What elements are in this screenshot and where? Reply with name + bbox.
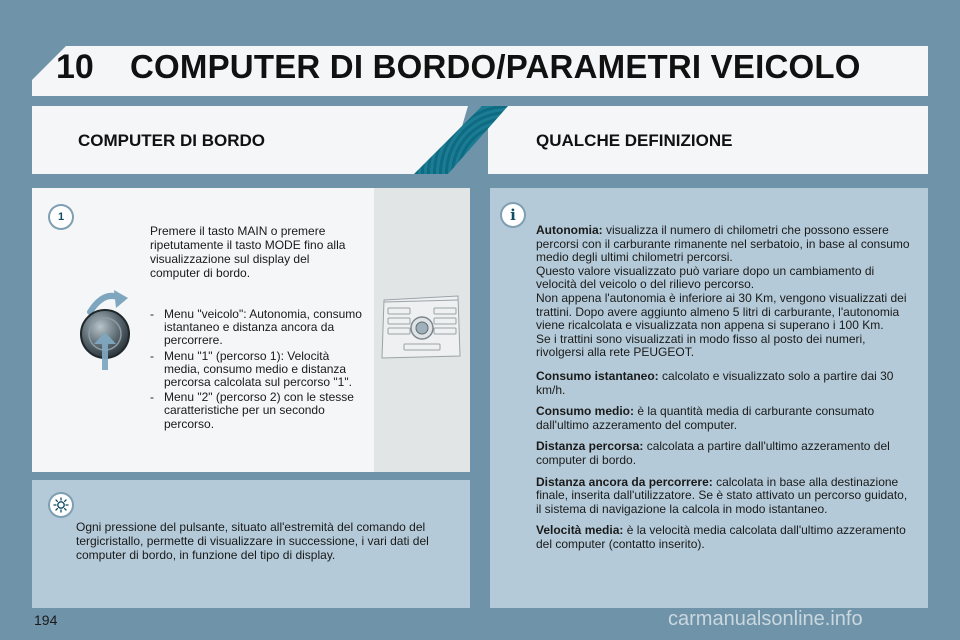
definition-consumo-istantaneo — [536, 370, 914, 397]
rotary-knob-icon — [70, 284, 140, 374]
chapter-number: 10 — [56, 48, 94, 86]
right-section-title: QUALCHE DEFINIZIONE — [536, 131, 733, 150]
radio-console-icon — [374, 188, 470, 472]
definition-text: calcolata in base alla destinazione finale, inserita dall'utilizzatore. Se è stato attivato un percorso guidato, il sistema di navigazione la calcola in modo istantaneo. — [536, 474, 908, 516]
definition-text: visualizza il numero di chilometri che possono essere percorsi con il carburante rimanente nel serbatoio, in base al consumo medio degli ultimi chilometri percorsi. Questo valore visualizzato può variare dopo un cambiamento di velocità del veicolo o del rilievo percorso. Non appena l'autonomia è inferiore ai 30 Km, vengono visualizzati dei trattini. Dopo avere aggiunto almeno 5 litri di carburante, l'autonomia viene ricalcolata e visualizzata non appena si superano i 100 Km. Se i trattini sono visualizzati in modo fisso al posto dei numeri, rivolgersi alla rete PEUGEOT. — [536, 223, 910, 360]
definition-distanza-ancora — [536, 476, 914, 517]
list-item: - Menu "veicolo": Autonomia, consumo istantaneo e distanza ancora da percorrere. — [150, 307, 362, 348]
definition-text: è la quantità media di carburante consumato dall'ultimo azzeramento del computer. — [536, 404, 875, 432]
menu-list — [150, 308, 362, 431]
definition-consumo-medio — [536, 405, 914, 432]
definition-distanza-percorsa — [536, 440, 914, 467]
list-item: - Menu "2" (percorso 2) con le stesse caratteristiche per un secondo percorso. — [150, 391, 362, 431]
definition-text: calcolato e visualizzato solo a partire dai 30 km/h. — [536, 368, 894, 397]
step-number: 1 — [57, 211, 65, 223]
list-item: - Menu "1" (percorso 1): Velocità media, consumo medio e distanza percorsa calcolata sul percorso "1". — [150, 350, 362, 390]
tip-text: Ogni pressione del pulsante, situato all'estremità del comando del tergicristallo, permette di visualizzare in successione, i vari dati del computer di bordo, in funzione del tipo di display. — [76, 520, 429, 562]
definition-velocita-media — [536, 524, 914, 551]
numbered-step-icon — [50, 206, 72, 228]
definitions-list — [536, 224, 914, 559]
console-illustration-area — [374, 188, 470, 472]
menu-percorso1-text: Menu "1" (percorso 1): Velocità media, consumo medio e distanza percorsa calcolata sul percorso "1". — [164, 348, 352, 390]
menu-veicolo-text: Menu "veicolo": Autonomia, consumo istantaneo e distanza ancora da percorrere. — [164, 307, 362, 348]
info-icon — [502, 204, 524, 226]
menu-percorso2-text: Menu "2" (percorso 2) con le stesse caratteristiche per un secondo percorso. — [164, 390, 354, 431]
definition-term: Velocità media: — [536, 523, 624, 538]
sun-tip-icon — [50, 494, 72, 516]
definition-term: Consumo medio: — [536, 404, 634, 419]
definition-term: Distanza ancora da percorrere: — [536, 474, 713, 489]
definition-text: calcolata a partire dall'ultimo azzeramento del computer di bordo. — [536, 439, 890, 467]
left-section-title: COMPUTER DI BORDO — [78, 131, 265, 150]
watermark: carmanualsonline.info — [668, 608, 863, 630]
instruction-intro: Premere il tasto MAIN o premere ripetutamente il tasto MODE fino alla visualizzazione sul display del computer di bordo. — [150, 224, 346, 280]
definition-autonomia — [536, 224, 914, 360]
page-number: 194 — [34, 612, 58, 628]
definition-term: Distanza percorsa: — [536, 439, 644, 454]
definition-text: è la velocità media calcolata dall'ultimo azzeramento del computer (contatto inserito). — [536, 523, 906, 551]
sun-glyph — [53, 497, 69, 513]
info-glyph: i — [510, 206, 516, 224]
definition-term: Consumo istantaneo: — [536, 368, 659, 383]
definition-term: Autonomia: — [536, 223, 603, 237]
page-title: COMPUTER DI BORDO/PARAMETRI VEICOLO — [130, 48, 861, 85]
